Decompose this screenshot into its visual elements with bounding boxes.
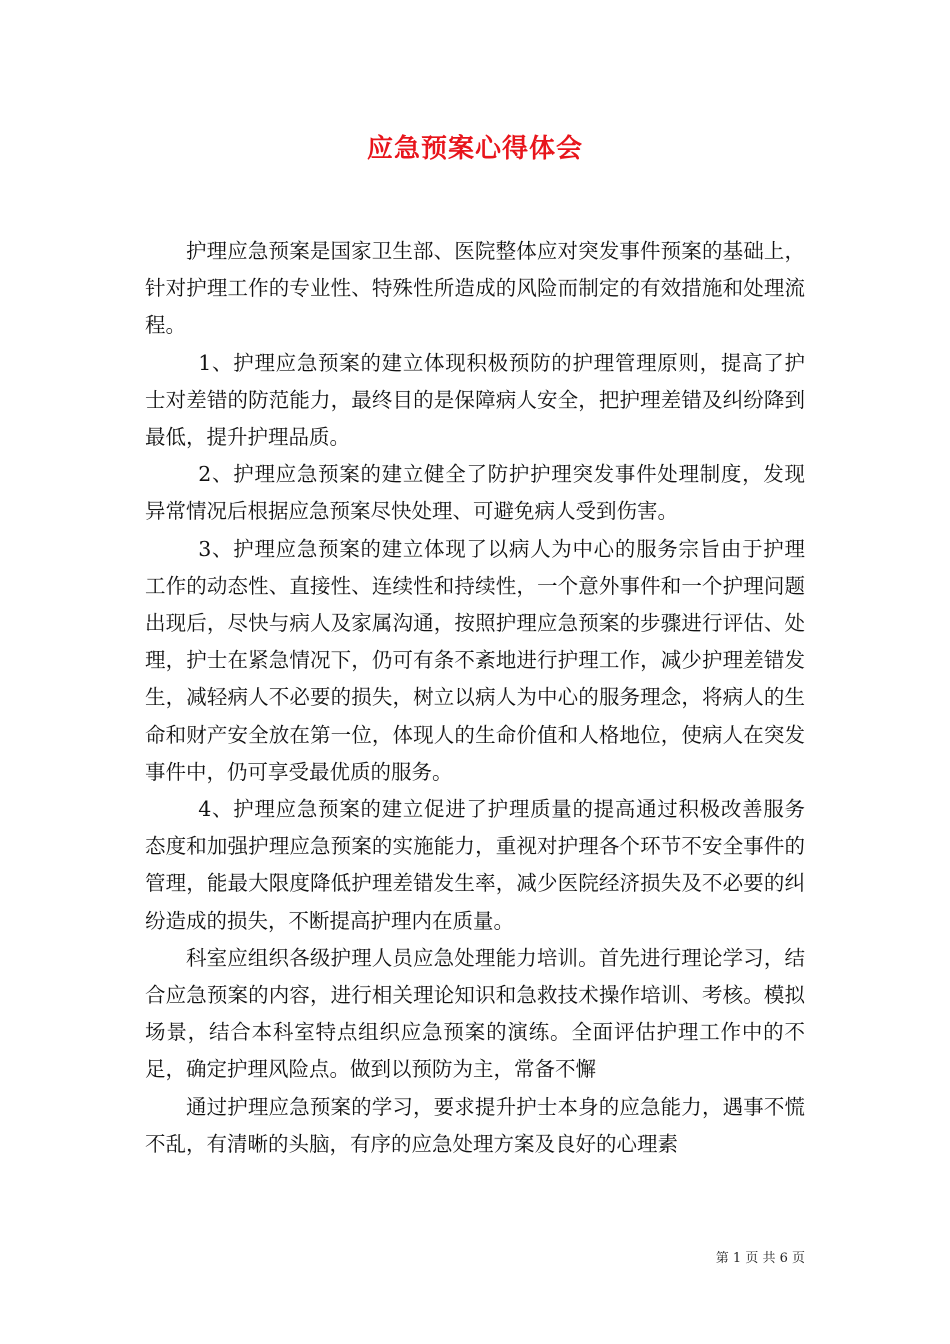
paragraph-point-3: 3、护理应急预案的建立体现了以病人为中心的服务宗旨由于护理工作的动态性、直接性、连续性和持续性，一个意外事件和一个护理问题出现后，尽快与病人及家属沟通，按照护理应急预案的步骤进行评估、处理，护士在紧急情况下，仍可有条不紊地进行护理工作，减少护理差错发生，减轻病人不必要的损失，树立以病人为中心的服务理念，将病人的生命和财产安全放在第一位，体现人的生命价值和人格地位，使病人在突发事件中，仍可享受最优质的服务。	[145, 536, 805, 784]
paragraph-point-2: 2、护理应急预案的建立健全了防护护理突发事件处理制度，发现异常情况后根据应急预案尽快处理、可避免病人受到伤害。	[145, 462, 805, 524]
paragraph-point-1: 1、护理应急预案的建立体现积极预防的护理管理原则，提高了护士对差错的防范能力，最终目的是保障病人安全，把护理差错及纠纷降到最低，提升护理品质。	[145, 350, 805, 450]
document-title: 应急预案心得体会	[366, 134, 583, 164]
paragraph-conclusion: 通过护理应急预案的学习，要求提升护士本身的应急能力，遇事不慌不乱，有清晰的头脑，有序的应急处理方案及良好的心理素	[145, 1094, 805, 1156]
paragraph-intro: 护理应急预案是国家卫生部、医院整体应对突发事件预案的基础上，针对护理工作的专业性、特殊性所造成的风险而制定的有效措施和处理流程。	[145, 239, 805, 338]
paragraph-point-4: 4、护理应急预案的建立促进了护理质量的提高通过积极改善服务态度和加强护理应急预案的实施能力，重视对护理各个环节不安全事件的管理，能最大限度降低护理差错发生率，减少医院经济损失及不必要的纠纷造成的损失，不断提高护理内在质量。	[145, 797, 805, 933]
paragraph-training: 科室应组织各级护理人员应急处理能力培训。首先进行理论学习，结合应急预案的内容，进行相关理论知识和急救技术操作培训、考核。模拟场景，结合本科室特点组织应急预案的演练。全面评估护理工作中的不足，确定护理风险点。做到以预防为主，常备不懈	[145, 945, 805, 1082]
page-number: 第 1 页 共 6 页	[715, 1251, 805, 1266]
document-body	[145, 233, 805, 1163]
